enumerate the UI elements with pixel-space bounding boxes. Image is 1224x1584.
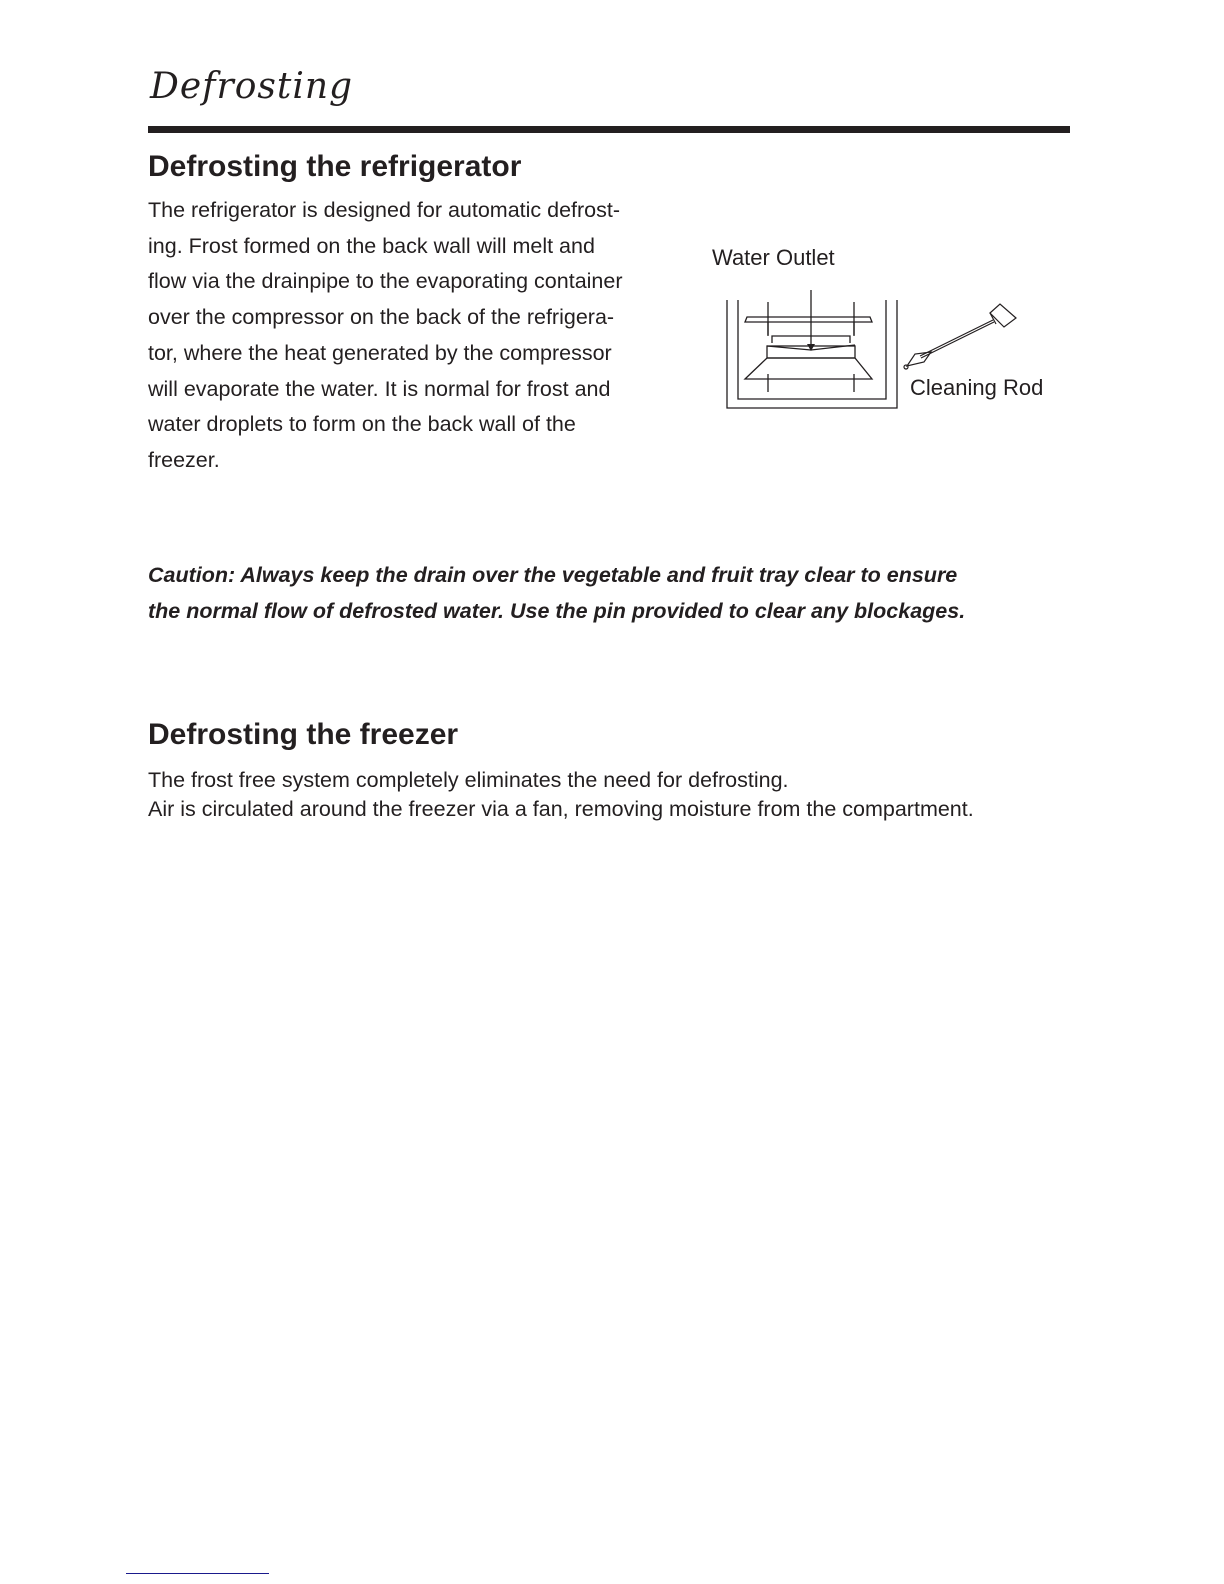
freezer-paragraph [148, 766, 974, 823]
paragraph-line: tor, where the heat generated by the compressor [148, 340, 612, 365]
paragraph-line: over the compressor on the back of the refrigera- [148, 305, 615, 330]
footer-rule [126, 1573, 269, 1574]
freezer-heading: Defrosting the freezer [148, 718, 459, 751]
cleaning-rod-label: Cleaning Rod [910, 375, 1044, 400]
paragraph-line: The refrigerator is designed for automatic defrost- [148, 198, 621, 222]
caution-line: Caution: Always keep the drain over the vegetable and fruit tray clear to ensure [148, 563, 958, 587]
paragraph-line: flow via the drainpipe to the evaporating container [148, 269, 623, 294]
page-title: Defrosting [150, 66, 354, 107]
refrigerator-heading: Defrosting the refrigerator [148, 150, 522, 183]
refrigerator-paragraph [148, 193, 623, 479]
title-rule [148, 126, 1070, 133]
paragraph-line: The frost free system completely eliminates the need for defrosting. [148, 768, 789, 792]
paragraph-line: Air is circulated around the freezer via a fan, removing moisture from the compartment. [148, 796, 974, 821]
water-outlet-label: Water Outlet [712, 245, 835, 270]
paragraph-line: freezer. [148, 447, 220, 472]
paragraph-line: will evaporate the water. It is normal for frost and [148, 376, 611, 401]
drain-diagram [700, 280, 1040, 420]
cleaning-rod-illustration [904, 304, 1016, 369]
paragraph-line: water droplets to form on the back wall of the [148, 412, 576, 437]
caution-line: the normal flow of defrosted water. Use the pin provided to clear any blockages. [148, 598, 966, 623]
paragraph-line: ing. Frost formed on the back wall will melt and [148, 233, 595, 258]
caution-note [148, 558, 965, 629]
